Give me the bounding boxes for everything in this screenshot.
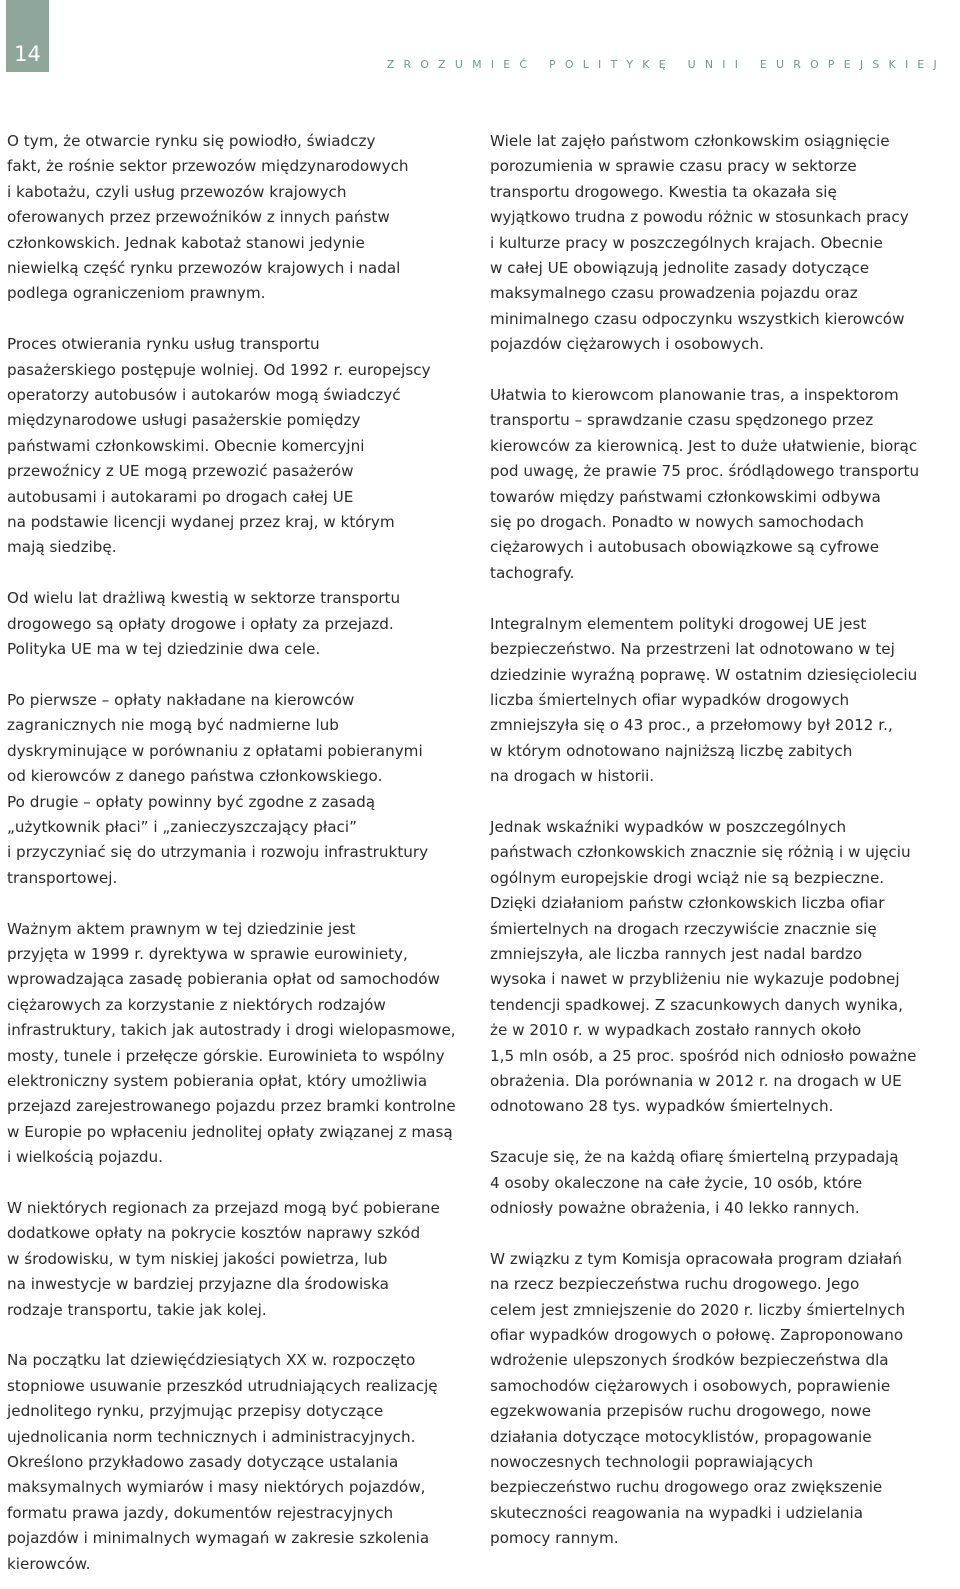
left-paragraph-1: O tym, że otwarcie rynku się powiodło, świadczy fakt, że rośnie sektor przewozów międzynarodowych i kabotażu, czyli usług przewozów krajowych oferowanych przez przewoźników z innych państw członkowskich. Jednak kabotaż stanowi jedynie niewielką część rynku przewozów krajowych i nadal podlega ograniczeniom prawnym. [7,132,409,303]
right-paragraph-5: Szacuje się, że na każdą ofiarę śmiertelną przypadają 4 osoby okaleczone na całe życie, 10 osób, które odniosły poważne obrażenia, i 40 lekko rannych. [490,1148,899,1217]
right-paragraph-6: W związku z tym Komisja opracowała program działań na rzecz bezpieczeństwa ruchu drogowego. Jego celem jest zmniejszenie do 2020 r. liczby śmiertelnych ofiar wypadków drogowych o połowę. Zaproponowano wdrożenie ulepszonych środków bezpieczeństwa dla samochodów ciężarowych i osobowych, poprawienie egzekwowania przepisów ruchu drogowego, nowe działania dotyczące motocyklistów, propagowanie nowoczesnych technologii poprawiających bezpieczeństwo ruchu drogowego oraz zwiększenie skuteczności reagowania na wypadki i udzielania pomocy rannym. [490,1249,906,1548]
left-paragraph-6: W niektórych regionach za przejazd mogą być pobierane dodatkowe opłaty na pokrycie kosztów naprawy szkód w środowisku, w tym niskiej jakości powietrza, lub na inwestycje w bardziej przyjazne dla środowiska rodzaje transportu, takie jak kolej. [7,1198,440,1319]
right-paragraph-2: Ułatwia to kierowcom planowanie tras, a inspektorom transportu – sprawdzanie czasu spędzonego przez kierowców za kierownicą. Jest to duże ułatwienie, biorąc pod uwagę, że prawie 75 proc. śródlądowego transportu towarów między państwami członkowskimi odbywa się po drogach. Ponadto w nowych samochodach ciężarowych i autobusach obowiązkowe są cyfrowe tachografy. [490,386,920,582]
page-number-text: 14 [14,42,41,66]
right-paragraph-3: Integralnym elementem polityki drogowej UE jest bezpieczeństwo. Na przestrzeni lat odnotowano w tej dziedzinie wyraźną poprawę. W ostatnim dziesięcioleciu liczba śmiertelnych ofiar wypadków drogowych zmniejszyła się o 43 proc., a przełomowy był 2012 r., w którym odnotowano najniższą liczbę zabitych na drogach w historii. [490,614,918,786]
running-header: ZROZUMIEĆ POLITYKĘ UNII EUROPEJSKIEJ [386,58,946,71]
page-number [6,0,49,72]
left-paragraph-4: Po pierwsze – opłaty nakładane na kierowców zagranicznych nie mogą być nadmierne lub dyskryminujące w porównaniu z opłatami pobieranymi od kierowców z danego państwa członkowskiego. Po drugie – opłaty powinny być zgodne z zasadą „użytkownik płaci” i „zanieczyszczający płaci” i przyczyniać się do utrzymania i rozwoju infrastruktury transportowej. [7,690,429,887]
right-paragraph-4: Jednak wskaźniki wypadków w poszczególnych państwach członkowskich znacznie się różnią i w ujęciu ogólnym europejskie drogi wciąż nie są bezpieczne. Dzięki działaniom państw członkowskich liczba ofiar śmiertelnych na drogach rzeczywiście znacznie się zmniejszyła, ale liczba rannych jest nadal bardzo wysoka i nawet w przybliżeniu nie wykazuje podobnej tendencji spadkowej. Z szacunkowych danych wynika, że w 2010 r. w wypadkach zostało rannych około 1,5 mln osób, a 25 proc. spośród nich odniosło poważne obrażenia. Dla porównania w 2012 r. na drogach w UE odnotowano 28 tys. wypadków śmiertelnych. [490,817,917,1116]
left-paragraph-2: Proces otwierania rynku usług transportu pasażerskiego postępuje wolniej. Od 1992 r. europejscy operatorzy autobusów i autokarów mogą świadczyć międzynarodowe usługi pasażerskie pomiędzy państwami członkowskimi. Obecnie komercyjni przewoźnicy z UE mogą przewozić pasażerów autobusami i autokarami po drogach całej UE na podstawie licencji wydanej przez kraj, w którym mają siedzibę. [7,335,431,557]
left-paragraph-5: Ważnym aktem prawnym w tej dziedzinie jest przyjęta w 1999 r. dyrektywa w sprawie eurowiniety, wprowadzająca zasadę pobierania opłat od samochodów ciężarowych za korzystanie z niektórych rodzajów infrastruktury, takich jak autostrady i drogi wielopasmowe, mosty, tunele i przełęcze górskie. Eurowinieta to wspólny elektroniczny system pobierania opłat, który umożliwia przejazd zarejestrowanego pojazdu przez bramki kontrolne w Europie po wpłaceniu jednolitej opłaty związanej z masą i wielkością pojazdu. [7,919,456,1167]
left-paragraph-3: Od wielu lat drażliwą kwestią w sektorze transportu drogowego są opłaty drogowe i opłaty za przejazd. Polityka UE ma w tej dziedzinie dwa cele. [7,589,401,659]
left-paragraph-7: Na początku lat dziewięćdziesiątych XX w. rozpoczęto stopniowe usuwanie przeszkód utrudniających realizację jednolitego rynku, przyjmując przepisy dotyczące ujednolicania norm technicznych i administracyjnych. Określono przykładowo zasady dotyczące ustalania maksymalnych wymiarów i masy niektórych pojazdów, formatu prawa jazdy, dokumentów rejestracyjnych pojazdów i minimalnych wymagań w zakresie szkolenia kierowców. [7,1351,438,1573]
right-paragraph-1: Wiele lat zajęło państwom członkowskim osiągnięcie porozumienia w sprawie czasu pracy w sektorze transportu drogowego. Kwestia ta okazała się wyjątkowo trudna z powodu różnic w stosunkach pracy i kulturze pracy w poszczególnych krajach. Obecnie w całej UE obowiązują jednolite zasady dotyczące maksymalnego czasu prowadzenia pojazdu oraz minimalnego czasu odpoczynku wszystkich kierowców pojazdów ciężarowych i osobowych. [490,132,909,354]
left-column [7,129,469,1589]
right-column [490,129,950,1577]
